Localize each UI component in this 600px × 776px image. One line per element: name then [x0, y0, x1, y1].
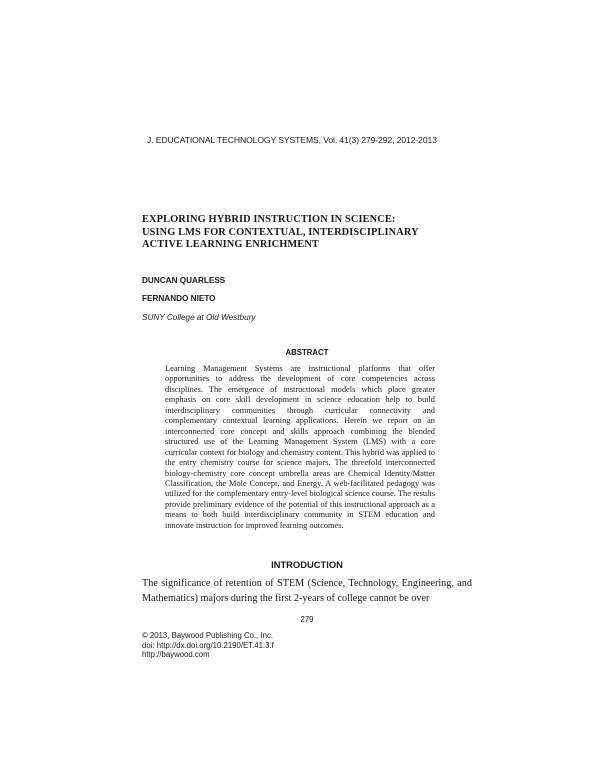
page-number: 279 [300, 615, 314, 624]
publisher-link[interactable]: http://baywood.com [142, 650, 210, 660]
author-name: DUNCAN QUARLESS [142, 276, 226, 285]
doi-link[interactable]: doi: http://dx.doi.org/10.2190/ET.41.3.f [142, 640, 274, 650]
title-line: ACTIVE LEARNING ENRICHMENT [142, 239, 319, 250]
running-head: J. EDUCATIONAL TECHNOLOGY SYSTEMS, Vol. 41(3) 279-292, 2012-2013 [147, 135, 437, 145]
title-line: USING LMS FOR CONTEXTUAL, INTERDISCIPLINARY [142, 226, 419, 238]
article-title [142, 214, 472, 252]
publisher-footer [142, 631, 342, 660]
introduction-text: The significance of retention of STEM (Science, Technology, Engineering, and Mathematics) majors during the first 2-years of college cannot be over [142, 578, 472, 604]
affiliation: SUNY College at Old Westbury [142, 313, 256, 322]
title-line: EXPLORING HYBRID INSTRUCTION IN SCIENCE: [142, 214, 396, 225]
author-name: FERNANDO NIETO [142, 294, 216, 303]
introduction-heading: INTRODUCTION [271, 559, 343, 570]
abstract-heading: ABSTRACT [285, 348, 329, 357]
abstract-body: Learning Management Systems are instructional platforms that offer opportunities to address the development of core competencies across disciplines. The emergence of instructional models which place greater emphasis on core skill development in science education help to build interdisciplinary communities through curricular connectivity and complementary contextual learning applications. Herein we report on an interconnected core concept and skills approach combining the blended structured use of the Learning Management System (LMS) with a core curricular context for biology and chemistry content. This hybrid was applied to the entry chemistry course for science majors. The threefold interconnected biology-chemistry core concept umbrella areas are Chemical Identity/Matter Classification, the Mole Concept, and Energy. A web-facilitated pedagogy was utilized for the complementary entry-level biological science course. The results provide preliminary evidence of the potential of this instructional approach as a means to both build interdisciplinary community in STEM education and innovate instruction for improved learning outcomes. [165, 364, 435, 530]
copyright-line: © 2013, Baywood Publishing Co., Inc. [142, 631, 274, 640]
